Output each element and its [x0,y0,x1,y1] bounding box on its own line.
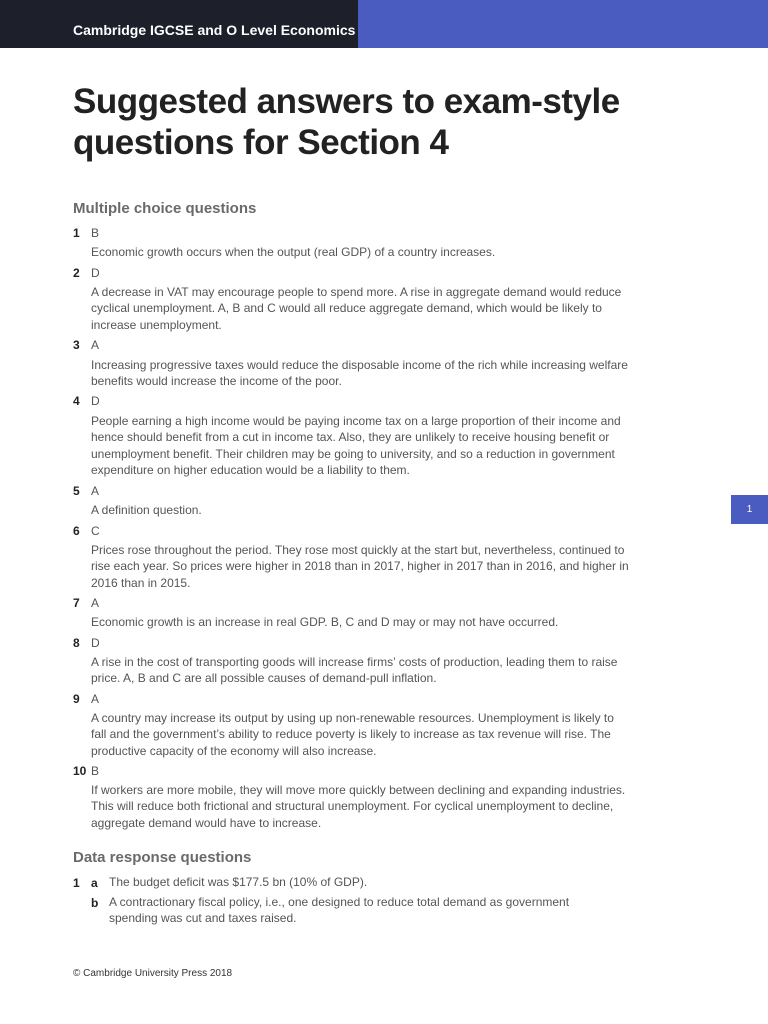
part-letter: a [91,876,98,890]
question-number: 5 [73,484,80,498]
question-number: 9 [73,692,80,706]
question-answer: D [91,636,100,650]
question-answer: D [91,266,100,280]
page-number-tab: 1 [731,495,768,524]
footer-copyright: © Cambridge University Press 2018 [73,968,233,979]
question-explanation: Increasing progressive taxes would reduce the disposable income of the rich while increasing welfare benefits would increase the income of the poor. [91,358,628,389]
question-number: 3 [73,338,80,352]
question-explanation: Economic growth occurs when the output (real GDP) of a country increases. [91,245,496,259]
part-text: A contractionary fiscal policy, i.e., one designed to reduce total demand as government spending was cut and taxes raised. [109,895,570,926]
question-explanation: People earning a high income would be paying income tax on a large proportion of their income and hence should benefit from a cut in income tax. Also, they are unlikely to receive housing benefit or unemployment benefit. Their children may be going to university, and so a reduction in government expenditure on higher education would be a liability to them. [91,414,621,477]
question-number: 4 [73,394,80,408]
question-explanation: A definition question. [91,503,202,517]
section-heading-data-response: Data response questions [73,849,252,866]
header-accent-bar [358,0,768,48]
question-number: 1 [73,226,80,240]
page-title: Suggested answers to exam-style questions for Section 4 [73,82,620,162]
question-answer: B [91,764,100,778]
section-heading-multiple-choice: Multiple choice questions [73,200,257,217]
question-explanation: A country may increase its output by using up non-renewable resources. Unemployment is likely to fall and the government’s ability to reduce poverty is likely to increase as tax revenue will rise. The productive capacity of the economy will also increase. [91,711,614,758]
header-title: Cambridge IGCSE and O Level Economics [73,22,356,38]
question-answer: C [91,524,100,538]
question-answer: A [91,338,100,352]
question-answer: A [91,484,100,498]
question-answer: B [91,226,100,240]
question-answer: D [91,394,100,408]
question-number: 10 [73,764,87,778]
part-letter: b [91,896,99,910]
question-number: 8 [73,636,80,650]
part-text: The budget deficit was $177.5 bn (10% of GDP). [109,875,368,889]
question-explanation: Prices rose throughout the period. They rose most quickly at the start but, nevertheless, continued to rise each year. So prices were higher in 2018 than in 2017, higher in 2017 than in 2016, and higher in 2016 than in 2015. [91,543,629,590]
data-response-number: 1 [73,876,80,890]
question-number: 7 [73,596,80,610]
question-explanation: A rise in the cost of transporting goods will increase firms’ costs of production, leading them to raise price. A, B and C are all possible causes of demand-pull inflation. [91,655,618,686]
question-explanation: Economic growth is an increase in real GDP. B, C and D may or may not have occurred. [91,615,559,629]
question-number: 6 [73,524,80,538]
question-answer: A [91,596,100,610]
question-explanation: A decrease in VAT may encourage people to spend more. A rise in aggregate demand would reduce cyclical unemployment. A, B and C would all reduce aggregate demand, which would be likely to increase unemployment. [91,285,622,332]
question-explanation: If workers are more mobile, they will move more quickly between declining and expanding industries. This will reduce both frictional and structural unemployment. For cyclical unemployment to decline, aggregate demand would have to increase. [91,783,626,830]
question-answer: A [91,692,100,706]
question-number: 2 [73,266,80,280]
